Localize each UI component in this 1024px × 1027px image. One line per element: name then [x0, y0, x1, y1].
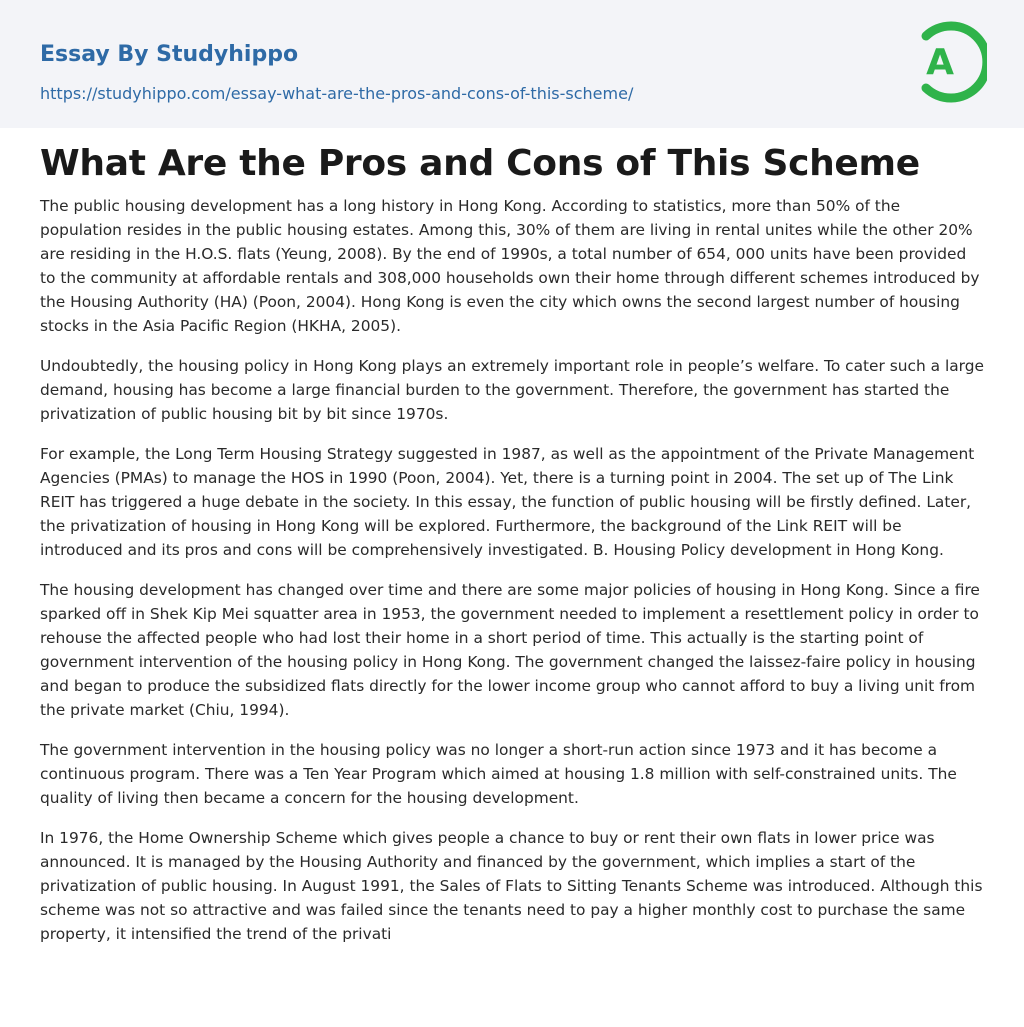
paragraph: The public housing development has a long history in Hong Kong. According to statistics, more than 50% of the population resides in the public housing estates. Among this, 30% of them are living in rental unites while the other 20% are residing in the H.O.S. flats (Yeung, 2008). By the end of 1990s, a total number of 654, 000 units have been provided to the community at affordable rentals and 308,000 households own their home through different schemes introduced by the Housing Authority (HA) (Poon, 2004). Hong Kong is even the city which owns the second largest number of housing stocks in the Asia Pacific Region (HKHA, 2005).: [40, 197, 980, 335]
logo-icon[interactable]: [909, 19, 987, 105]
site-header: [0, 0, 1024, 128]
page-title: What Are the Pros and Cons of This Scheme: [40, 143, 920, 184]
paragraph: The government intervention in the housing policy was no longer a short-run action since 1973 and it has become a continuous program. There was a Ten Year Program which aimed at housing 1.8 million with self-constrained units. The quality of living then became a concern for the housing development.: [40, 741, 957, 807]
site-brand-title[interactable]: Essay By Studyhippo: [40, 42, 299, 67]
source-url-link[interactable]: https://studyhippo.com/essay-what-are-the-pros-and-cons-of-this-scheme/: [40, 84, 634, 103]
paragraph: For example, the Long Term Housing Strategy suggested in 1987, as well as the appointment of the Private Management Agencies (PMAs) to manage the HOS in 1990 (Poon, 2004). Yet, there is a turning point in 2004. The set up of The Link REIT has triggered a huge debate in the society. In this essay, the function of public housing will be firstly defined. Later, the privatization of housing in Hong Kong will be explored. Furthermore, the background of the Link REIT will be introduced and its pros and cons will be comprehensively investigated. B. Housing Policy development in Hong Kong.: [40, 445, 975, 559]
paragraph: The housing development has changed over time and there are some major policies of housing in Hong Kong. Since a fire sparked off in Shek Kip Mei squatter area in 1953, the government needed to implement a resettlement policy in order to rehouse the affected people who had lost their home in a short period of time. This actually is the starting point of government intervention of the housing policy in Hong Kong. The government changed the laissez-faire policy in housing and began to produce the subsidized flats directly for the lower income group who cannot afford to buy a living unit from the private market (Chiu, 1994).: [40, 581, 980, 719]
paragraph: In 1976, the Home Ownership Scheme which gives people a chance to buy or rent their own flats in lower price was announced. It is managed by the Housing Authority and financed by the government, which implies a start of the privatization of public housing. In August 1991, the Sales of Flats to Sitting Tenants Scheme was introduced. Although this scheme was not so attractive and was failed since the tenants need to pay a higher monthly cost to purchase the same property, it intensified the trend of the privati: [40, 829, 983, 943]
paragraph: Undoubtedly, the housing policy in Hong Kong plays an extremely important role in people’s welfare. To cater such a large demand, housing has become a large financial burden to the government. Therefore, the government has started the privatization of public housing bit by bit since 1970s.: [40, 357, 984, 423]
article-body: [40, 194, 984, 962]
logo-letter: A: [926, 42, 954, 83]
